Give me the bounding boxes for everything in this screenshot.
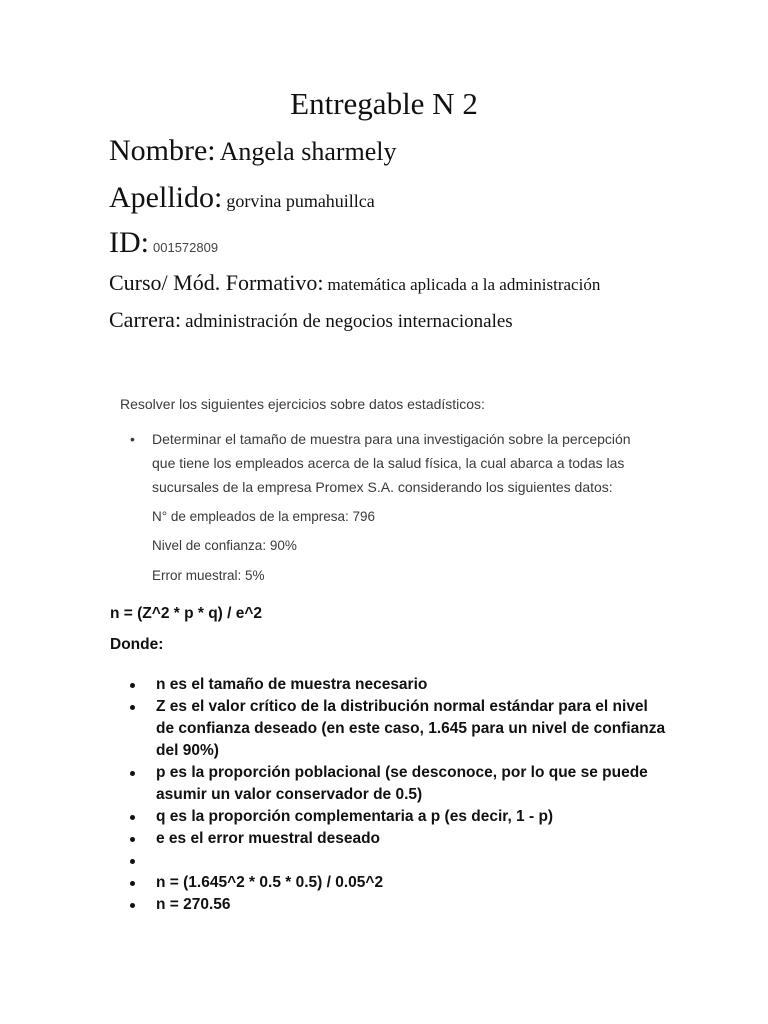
bullet-icon: [130, 705, 135, 710]
field-curso: [109, 270, 600, 296]
list-item-text: n = (1.645^2 * 0.5 * 0.5) / 0.05^2: [156, 874, 384, 891]
sample-size-formula: n = (Z^2 * p * q) / e^2: [110, 605, 263, 622]
carrera-label: Carrera:: [109, 307, 182, 332]
list-item-text: Z es el valor crítico de la distribución normal estándar para el nivel de confianza deseado (en este caso, 1.645 para un nivel de confianza del 90%): [156, 698, 666, 759]
list-item: [130, 872, 670, 894]
list-item-text: n = 270.56: [156, 896, 231, 913]
bullet-icon: [130, 683, 135, 688]
list-item-text: e es el error muestral deseado: [156, 830, 381, 847]
list-item: [130, 696, 670, 762]
list-item: [130, 806, 670, 828]
id-label: ID:: [109, 226, 149, 259]
bullet-icon: [130, 859, 135, 864]
exercise-line: que tiene los empleados acerca de la salud física, la cual abarca a todas las: [152, 455, 625, 471]
field-carrera: [109, 307, 513, 333]
list-item: [130, 762, 670, 806]
nombre-value: Angela sharmely: [219, 137, 397, 166]
list-item: [130, 674, 670, 696]
exercise-data-item: N° de empleados de la empresa: 796: [152, 509, 376, 524]
list-item-text: p es la proporción poblacional (se desconoce, por lo que se puede asumir un valor conservador de 0.5): [156, 764, 648, 803]
field-nombre: [109, 134, 397, 168]
list-item: [130, 828, 670, 850]
carrera-value: administración de negocios internacionales: [185, 311, 513, 332]
field-id: [109, 226, 218, 260]
field-apellido: [109, 181, 375, 215]
exercise-data-item: Error muestral: 5%: [152, 568, 265, 583]
apellido-label: Apellido:: [109, 181, 223, 214]
exercise-data-item: Nivel de confianza: 90%: [152, 538, 297, 553]
list-item: [130, 850, 670, 872]
bullet-icon: [130, 903, 135, 908]
exercise-line: sucursales de la empresa Promex S.A. considerando los siguientes datos:: [152, 479, 613, 495]
exercise-intro: Resolver los siguientes ejercicios sobre datos estadísticos:: [120, 396, 485, 412]
list-item-text: n es el tamaño de muestra necesario: [156, 676, 428, 693]
curso-label: Curso/ Mód. Formativo:: [109, 270, 324, 295]
bullet-icon: [130, 837, 135, 842]
bullet-icon: [130, 815, 135, 820]
nombre-label: Nombre:: [109, 134, 216, 167]
id-value: 001572809: [153, 240, 219, 255]
bullet-icon: [130, 771, 135, 776]
list-item-text: q es la proporción complementaria a p (es decir, 1 - p): [156, 808, 554, 825]
exercise-line: Determinar el tamaño de muestra para una investigación sobre la percepción: [152, 431, 631, 447]
bullet-icon: •: [130, 431, 135, 447]
definitions-list: [130, 674, 670, 916]
donde-heading: Donde:: [110, 636, 164, 653]
apellido-value: gorvina pumahuillca: [226, 191, 375, 211]
bullet-icon: [130, 881, 135, 886]
curso-value: matemática aplicada a la administración: [327, 275, 601, 294]
exercise-excerpt: [112, 385, 632, 593]
list-item: [130, 894, 670, 916]
page-title: Entregable N 2: [290, 86, 478, 121]
